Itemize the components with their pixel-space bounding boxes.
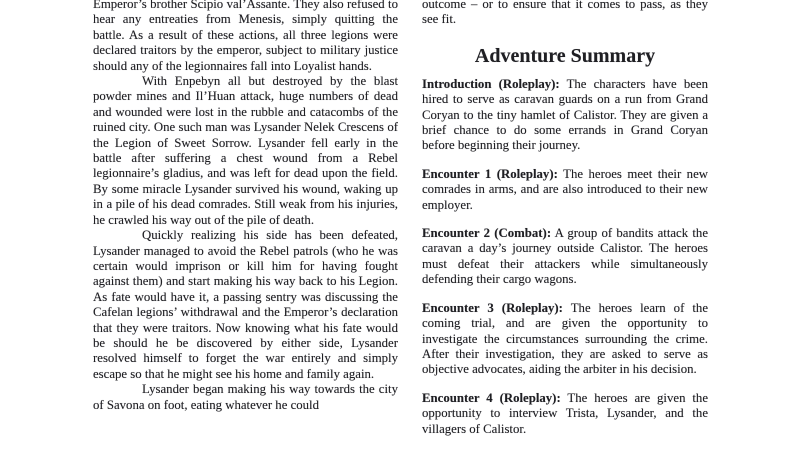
paragraph: Emperor’s brother Scipio val’Assante. They also refused to hear any entreaties from Menesis, simply quitting the battle. As a result of these actions, all three legions were declared traitors by the emperor, subject to military justice should any of the legionnaires fall into Loyalist hands. (93, 0, 398, 73)
paragraph: Quickly realizing his side has been defeated, Lysander managed to avoid the Rebel patrols (who he was certain would imprison or kill him for having fought against them) and start making his way back to his Legion. As fate would have it, a passing sentry was discussing the Cafelan legions’ withdrawal and the Emperor’s declaration that they were traitors. Now knowing what his fate would be should he be discovered by either side, Lysander resolved himself to forget the war entirely and simply escape so that he might see his home and family again. (93, 228, 398, 381)
entry-text: The heroes learn of the coming trial, and are given the opportunity to investigate the circumstances surrounding the crime. After their investigation, they are asked to serve as objective advocates, aiding the arbiter in his decision. (422, 300, 708, 377)
entry-label: Introduction (Roleplay): (422, 76, 560, 91)
entry-label: Encounter 3 (Roleplay): (422, 300, 563, 315)
entry-label: Encounter 1 (Roleplay): (422, 166, 558, 181)
adventure-summary-heading: Adventure Summary (474, 44, 656, 67)
summary-entry-encounter-4 (422, 391, 708, 437)
right-text-column (422, 0, 708, 450)
summary-entry-encounter-3 (422, 301, 708, 378)
entry-text: A group of bandits attack the caravan a day’s journey outside Calistor. The heroes must defeat their attackers while simultaneously defending their cargo wagons. (422, 226, 708, 287)
entry-label: Encounter 4 (Roleplay): (422, 390, 561, 405)
paragraph: Lysander began making his way towards the city of Savona on foot, eating whatever he could (93, 382, 398, 412)
paragraph: outcome – or to ensure that it comes to pass, as they see fit. (422, 0, 708, 27)
entry-label: Encounter 2 (Combat): (422, 226, 552, 241)
summary-entry-introduction (422, 77, 708, 154)
paragraph: With Enpebyn all but destroyed by the blast powder mines and Il’Huan attack, huge numbers of dead and wounded were lost in the rubble and catacombs of the ruined city. One such man was Lysander Nelek Crescens of the Legion of Sweet Sorrow. Lysander fell early in the battle after suffering a chest wound from a Rebel legionnaire’s gladius, and was left for dead upon the field. By some miracle Lysander survived his wound, waking up in a pile of his dead comrades. Still weak from his injuries, he crawled his way out of the pile of death. (93, 74, 398, 227)
entry-text: The heroes are given the opportunity to interview Trista, Lysander, and the villagers of Calistor. (422, 390, 708, 436)
summary-entry-encounter-1 (422, 167, 708, 213)
left-text-column (93, 0, 398, 450)
summary-entry-encounter-2 (422, 226, 708, 288)
entry-text: The heroes meet their new comrades in arms, and are also introduced to their new employer. (422, 166, 708, 212)
entry-text: The characters have been hired to serve as caravan guards on a run from Grand Coryan to the tiny hamlet of Calistor. They are given a brief chance to do some errands in Grand Coryan before beginning their journey. (422, 76, 708, 153)
